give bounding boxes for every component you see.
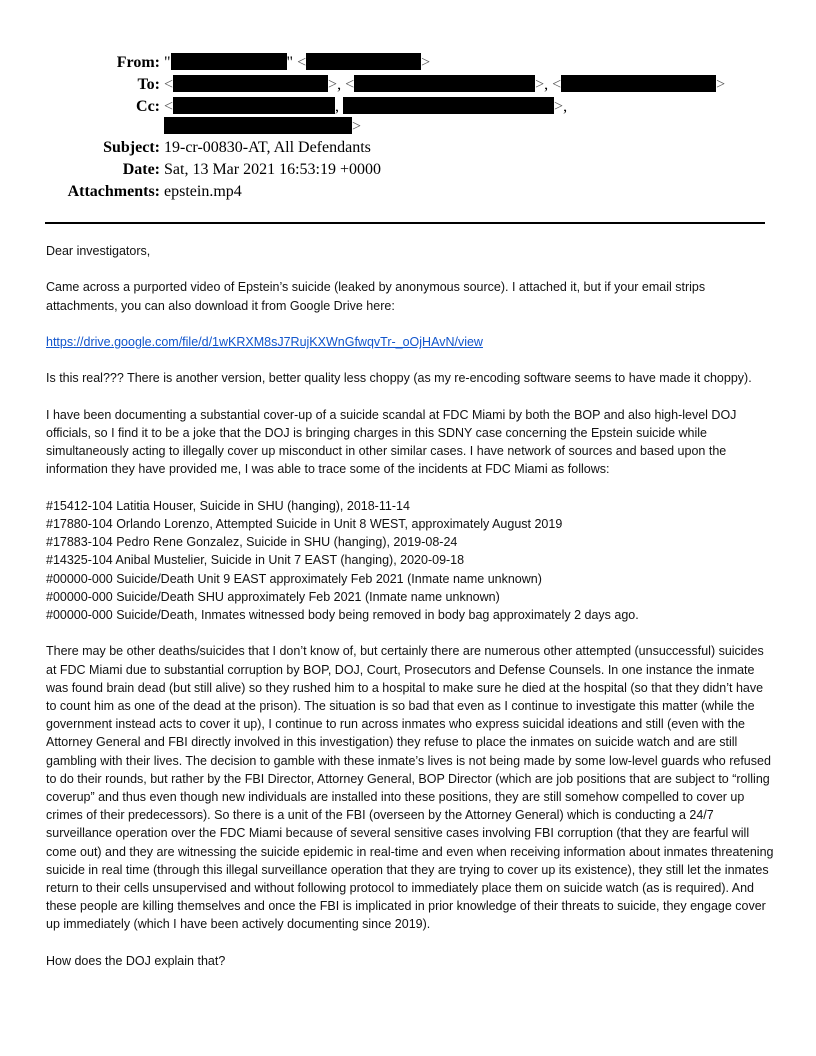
subject-label: Subject: xyxy=(103,139,160,156)
subject-row xyxy=(0,138,816,158)
incident-list xyxy=(46,497,776,624)
google-drive-link[interactable]: https://drive.google.com/file/d/1wKRXM8sJ7RujKXWnGfwqvTr-_oOjHAvN/view xyxy=(46,334,483,349)
incident-item: #17883-104 Pedro Rene Gonzalez, Suicide in SHU (hanging), 2019-08-24 xyxy=(46,535,458,550)
incident-item: #14325-104 Anibal Mustelier, Suicide in Unit 7 EAST (hanging), 2020-09-18 xyxy=(46,553,465,568)
redacted-cc-3 xyxy=(164,117,352,134)
paragraph-real: Is this real??? There is another version, better quality less choppy (as my re-encoding software seems to have made it choppy). xyxy=(46,371,752,386)
redacted-recipient-3 xyxy=(561,75,716,92)
to-row xyxy=(0,75,816,95)
cc-value: < , >, xyxy=(164,98,568,115)
attachments-label: Attachments: xyxy=(67,183,160,200)
incident-item: #00000-000 Suicide/Death Unit 9 EAST approximately Feb 2021 (Inmate name unknown) xyxy=(46,571,542,586)
redacted-cc-2 xyxy=(343,97,554,114)
paragraph-coverup: I have been documenting a substantial cover-up of a suicide scandal at FDC Miami by both the BOP and also high-level DOJ officials, so I find it to be a joke that the DOJ is bringing charges in this SDNY case concerning the Epstein suicide while simultaneously acting to illegally cover up misconduct in other similar cases. I have network of sources and based upon the information they have provided me, I was able to trace some of the incidents at FDC Miami as follows: xyxy=(46,407,737,477)
incident-item: #00000-000 Suicide/Death, Inmates witnessed body being removed in body bag approximately 2 days ago. xyxy=(46,607,639,622)
from-value: " " < > xyxy=(164,54,431,71)
from-label: From: xyxy=(116,54,160,71)
cc-label: Cc: xyxy=(136,98,160,115)
header-divider xyxy=(45,222,765,224)
closing-question: How does the DOJ explain that? xyxy=(46,953,226,968)
incident-item: #00000-000 Suicide/Death SHU approximately Feb 2021 (Inmate name unknown) xyxy=(46,589,500,604)
attachment-file[interactable]: epstein.mp4 xyxy=(164,183,242,200)
paragraph-video: Came across a purported video of Epstein’s suicide (leaked by anonymous source). I attached it, but if your email strips attachments, you can also download it from Google Drive here: xyxy=(46,280,706,313)
redacted-recipient-2 xyxy=(354,75,535,92)
cc-row-continued: > xyxy=(0,117,816,137)
attachments-row xyxy=(0,182,816,202)
paragraph-deaths: There may be other deaths/suicides that I don’t know of, but certainly there are numerous other attempted (unsuccessful) suicides at FDC Miami due to substantial corruption by BOP, DOJ, Court, Prosecutors and Defense Counsels. In one instance the inmate was found brain dead (but still alive) so they rushed him to a hospital to make sure he died at the hospital (so that they didn’t have to count him as one of the dead at the prison). The situation is so bad that even as I continue to investigate this matter (while the government instead acts to cover it up), I continue to run across inmates who express suicidal ideations and still (even with the Attorney General and FBI directly involved in this investigation) they refuse to place the inmates on suicide watch and are still gambling with their lives. The decision to gamble with these inmate’s lives is not being made by some low-level guards who refused to do their rounds, but rather by the FBI Director, Attorney General, BOP Director (which are job positions that are subject to “rolling coverup” and thus even though new individuals are installed into these positions, they are still somehow compelled to cover up crimes of their predecessors). So there is a unit of the FBI (overseen by the Attorney General) which is conducting a 24/7 surveillance operation over the FDC Miami because of several sensitive cases involving FBI corruption (that they are fearful will come out) and they are witnessing the suicide epidemic in real-time and even when receiving information about inmates threatening suicide in real time (through this illegal surveillance operation that they are trying to cover up its existence), they still let the inmates return to their cells unsupervised and without following protocol to immediately place them on suicide watch (as is required). And these people are killing themselves and once the FBI is implicated in prior knowledge of their threats to suicide, they engage cover up immediately (which I have been actively documenting since 2019). xyxy=(46,644,774,932)
redacted-sender-email xyxy=(306,53,421,70)
greeting: Dear investigators, xyxy=(46,244,151,258)
redacted-sender-name xyxy=(171,53,287,70)
email-body xyxy=(46,242,776,988)
cc-row xyxy=(0,97,816,117)
date-value: Sat, 13 Mar 2021 16:53:19 +0000 xyxy=(164,161,382,178)
subject-value: 19-cr-00830-AT, All Defendants xyxy=(164,139,371,156)
incident-item: #15412-104 Latitia Houser, Suicide in SHU (hanging), 2018-11-14 xyxy=(46,498,410,513)
date-label: Date: xyxy=(122,161,160,178)
date-row xyxy=(0,160,816,180)
redacted-cc-1 xyxy=(173,97,335,114)
to-label: To: xyxy=(137,76,160,93)
from-row xyxy=(0,53,816,73)
to-value: < >, < >, < > xyxy=(164,76,726,93)
incident-item: #17880-104 Orlando Lorenzo, Attempted Suicide in Unit 8 WEST, approximately August 2019 xyxy=(46,516,563,531)
redacted-recipient-1 xyxy=(173,75,328,92)
